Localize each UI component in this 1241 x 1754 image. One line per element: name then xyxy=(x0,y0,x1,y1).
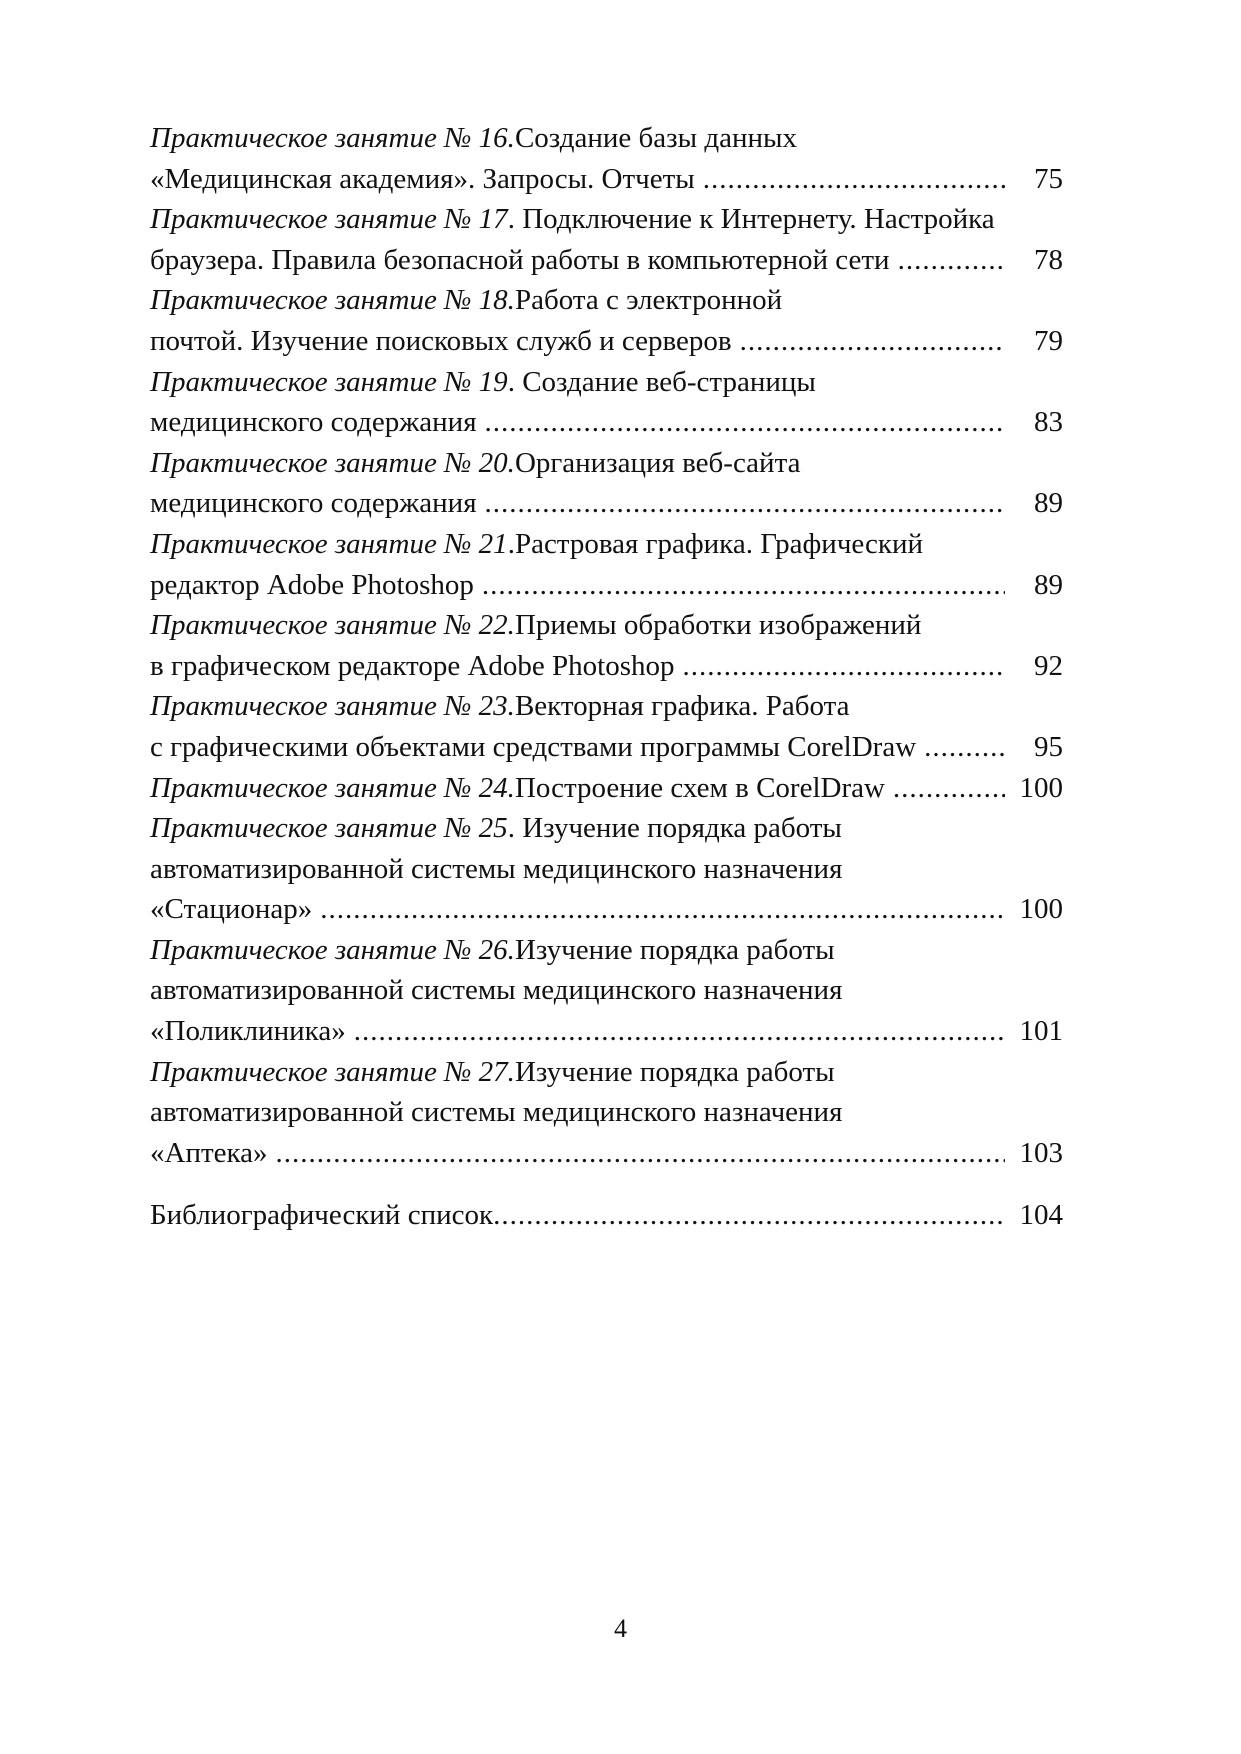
toc-entry-text: медицинского содержания xyxy=(150,487,477,520)
toc-entry-text: автоматизированной системы медицинского назначения xyxy=(150,1096,843,1129)
toc-entry-text: браузера. Правила безопасной работы в компьютерной сети xyxy=(150,243,890,276)
toc-line xyxy=(150,646,1063,687)
toc-entry-text: автоматизированной системы медицинского назначения xyxy=(150,852,843,885)
dot-leader xyxy=(482,565,1005,606)
toc-entry-text: медицинского содержания xyxy=(150,406,477,439)
toc-page-number: 89 xyxy=(1034,487,1063,520)
toc-page-number: 103 xyxy=(1019,1136,1063,1169)
toc-line xyxy=(150,727,1063,768)
toc-entry xyxy=(150,524,1063,605)
toc-page-number: 100 xyxy=(1019,771,1063,804)
toc-entry xyxy=(150,118,1063,199)
dot-leader xyxy=(485,402,1005,443)
toc-line xyxy=(150,565,1063,606)
toc-page-number: 101 xyxy=(1019,1015,1063,1048)
toc-entry-text: Создание базы данных xyxy=(514,122,797,154)
toc-entry-prefix: Практическое занятие № 20. xyxy=(150,446,515,479)
toc-page-number: 79 xyxy=(1034,324,1063,357)
toc-entry-prefix: Практическое занятие № 26. xyxy=(150,933,515,966)
toc-line xyxy=(150,930,1063,971)
toc-entry xyxy=(150,686,1063,767)
toc-entry-text: почтой. Изучение поисковых служб и серверов xyxy=(150,324,732,357)
dot-leader xyxy=(924,727,1005,768)
toc-entry-text: «Медицинская академия». Запросы. Отчеты xyxy=(150,162,695,195)
toc-line xyxy=(150,1011,1063,1052)
toc-entry-text: Организация веб-сайта xyxy=(514,446,801,479)
toc-entry-prefix: Практическое занятие № 17 xyxy=(150,203,508,236)
toc-line xyxy=(150,362,1063,403)
toc-line xyxy=(150,768,1063,809)
toc-line xyxy=(150,321,1063,362)
toc-entry xyxy=(150,768,1063,809)
toc-line xyxy=(150,686,1063,727)
toc-page-number: 78 xyxy=(1034,243,1063,276)
toc-line xyxy=(150,280,1063,321)
toc-entry xyxy=(150,362,1063,443)
page-number: 4 xyxy=(614,1614,627,1643)
toc-entry-text: с графическими объектами средствами программы CorelDraw xyxy=(150,730,917,763)
toc-entry xyxy=(150,280,1063,361)
toc-entry-bibliography xyxy=(150,1195,1063,1236)
toc-entry-prefix: Практическое занятие № 21 xyxy=(150,527,508,560)
dot-leader xyxy=(320,889,1005,930)
toc-line xyxy=(150,240,1063,281)
toc-entry-text: Работа с электронной xyxy=(514,284,783,317)
toc-entry-prefix: Практическое занятие № 18. xyxy=(150,284,515,317)
dot-leader xyxy=(485,483,1005,524)
toc-page-number: 92 xyxy=(1034,649,1063,682)
toc-entry-text: редактор Adobe Photoshop xyxy=(150,568,474,601)
toc-line xyxy=(150,443,1063,484)
toc-line xyxy=(150,402,1063,443)
dot-leader xyxy=(276,1133,1005,1174)
toc-line xyxy=(150,524,1063,565)
dot-leader xyxy=(893,768,1005,809)
toc-entry-prefix: Практическое занятие № 19 xyxy=(150,365,508,398)
toc-entry-prefix: Практическое занятие № 16. xyxy=(150,122,515,154)
toc-page-number: 89 xyxy=(1034,568,1063,601)
toc-page-number: 100 xyxy=(1019,893,1063,926)
toc-entry-text: Библиографический список xyxy=(150,1199,494,1232)
toc-line xyxy=(150,483,1063,524)
dot-leader xyxy=(740,321,1005,362)
toc-entry-text: Приемы обработки изображений xyxy=(514,609,922,642)
toc-line xyxy=(150,118,1063,159)
toc-entry-text: . Создание веб-страницы xyxy=(507,365,816,398)
toc-entry xyxy=(150,605,1063,686)
toc-entry-text: автоматизированной системы медицинского назначения xyxy=(150,974,843,1007)
toc-entry-text: «Аптека» xyxy=(150,1136,268,1169)
toc-entry-text: Изучение порядка работы xyxy=(514,933,835,966)
toc-entry-prefix: Практическое занятие № 25 xyxy=(150,812,508,845)
toc-entry-prefix: Практическое занятие № 27. xyxy=(150,1055,515,1088)
toc-entry xyxy=(150,930,1063,1052)
table-of-contents xyxy=(150,118,1063,1236)
toc-entry xyxy=(150,199,1063,280)
toc-entry xyxy=(150,443,1063,524)
toc-entry-prefix: Практическое занятие № 23. xyxy=(150,690,515,723)
dot-leader xyxy=(354,1011,1005,1052)
toc-page-number: 75 xyxy=(1034,162,1063,195)
toc-page-number: 83 xyxy=(1034,406,1063,439)
toc-line xyxy=(150,199,1063,240)
toc-entry-text: . Изучение порядка работы xyxy=(507,812,842,845)
toc-page-number: 104 xyxy=(1019,1199,1063,1232)
toc-entry-prefix: Практическое занятие № 22. xyxy=(150,609,515,642)
toc-entry-text: . Подключение к Интернету. Настройка xyxy=(507,203,995,236)
dot-leader xyxy=(683,646,1005,687)
toc-line xyxy=(150,1133,1063,1174)
toc-line xyxy=(150,1092,1063,1133)
toc-line xyxy=(150,605,1063,646)
dot-leader xyxy=(493,1195,1005,1236)
toc-entry-text: .Растровая графика. Графический xyxy=(507,527,924,560)
toc-page-number: 95 xyxy=(1034,730,1063,763)
toc-line xyxy=(150,849,1063,890)
toc-entry-prefix: Практическое занятие № 24. xyxy=(150,771,515,804)
toc-line xyxy=(150,1052,1063,1093)
toc-entry xyxy=(150,1052,1063,1174)
toc-entry-text: Изучение порядка работы xyxy=(514,1055,835,1088)
toc-entry-text: в графическом редакторе Adobe Photoshop xyxy=(150,649,675,682)
toc-entry-text: «Стационар» xyxy=(150,893,313,926)
dot-leader xyxy=(703,159,1005,200)
toc-line xyxy=(150,970,1063,1011)
toc-entry-text: Построение схем в CorelDraw xyxy=(514,771,885,804)
toc-entry xyxy=(150,808,1063,930)
toc-line xyxy=(150,889,1063,930)
toc-line xyxy=(150,808,1063,849)
toc-entry-text: Векторная графика. Работа xyxy=(514,690,850,723)
dot-leader xyxy=(898,240,1005,281)
toc-entry-text: «Поликлиника» xyxy=(150,1015,346,1048)
toc-line xyxy=(150,159,1063,200)
